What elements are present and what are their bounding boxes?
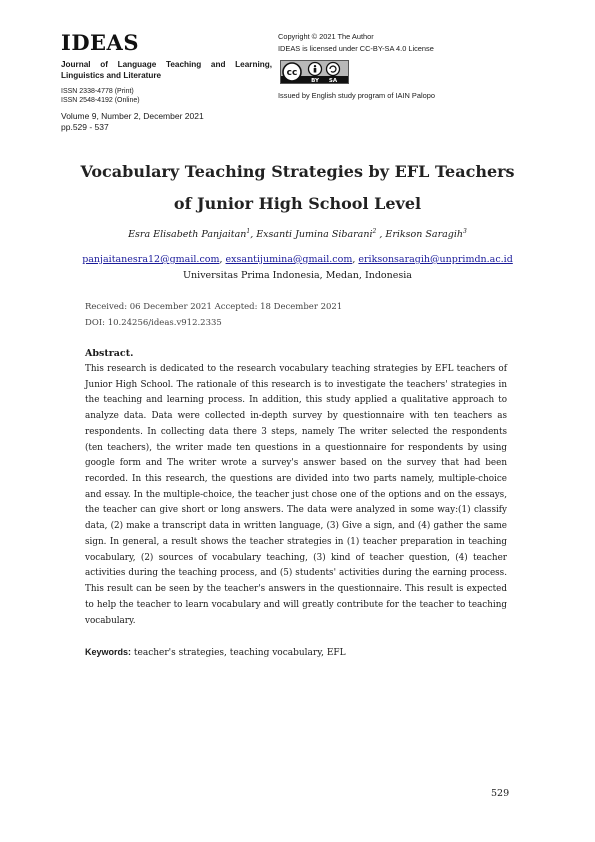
email-link[interactable]: eriksonsaragih@unprimdn.ac.id	[358, 254, 513, 265]
issuer-notice: Issued by English study program of IAIN Palopo	[278, 91, 435, 100]
author-mark: 3	[463, 228, 467, 235]
issn-print: ISSN 2338-4778 (Print)	[61, 88, 134, 95]
sa-label: SA	[328, 78, 338, 83]
cc-by-sa-badge-icon[interactable]	[280, 60, 349, 84]
abstract-body: This research is dedicated to the research vocabulary teaching strategies by EFL teachers of Junior High School. The rationale of this research is to investigate the teachers' strategies in the teaching and learning process. In addition, this study applied a qualitative approach to analyze data. Data were collected in-depth survey by questionnaire with ten teachers as respondents. In collecting data there 3 steps, namely The writer selected the respondents (ten teachers), the writer made ten questions in a questionnaire for respondents by using google form and The writer wrote a survey's answer based on the survey that had been recorded. In this research, the questions are divided into two parts namely, multiple-choice and essay. In the multiple-choice, the teacher just chose one of the options and on the essays, the teacher can give short or long answers. The data were analyzed in some way:(1) classify data, (2) make a transcript data in written language, (3) Give a sign, and (4) gather the same sign. In general, a result shows the teacher strategies in (1) teacher preparation in teaching vocabulary, (2) sources of vocabulary teaching, (3) kind of teacher question, (4) teacher activities during the teaching process, and (5) students' activities during the earning process. This result can be seen by the teacher's answers in the questionnaire. This result is expected to help the teacher to learn vocabulary and will greatly contribute for the teacher to teaching vocabulary.	[85, 364, 507, 626]
keywords-label: Keywords:	[85, 647, 132, 657]
by-label: BY	[311, 78, 319, 83]
volume-info: Volume 9, Number 2, December 2021	[61, 111, 204, 121]
keywords-list: teacher's strategies, teaching vocabulary, EFL	[133, 648, 346, 658]
article-title-line-2: of Junior High School Level	[173, 194, 422, 213]
journal-brand: IDEAS	[61, 30, 139, 55]
cc-badge-graphic	[281, 61, 348, 83]
email-link[interactable]: exsantijumina@gmail.com	[225, 254, 353, 265]
license-notice: IDEAS is licensed under CC-BY-SA 4.0 License	[278, 44, 434, 53]
abstract-heading: Abstract.	[85, 348, 134, 359]
page-number: 529	[491, 788, 510, 799]
keywords	[85, 647, 346, 658]
page-range: pp.529 - 537	[61, 122, 109, 132]
email-link[interactable]: panjaitanesra12@gmail.com	[82, 254, 220, 265]
affiliation: Universitas Prima Indonesia, Medan, Indonesia	[183, 270, 412, 281]
copyright-notice: Copyright © 2021 The Author	[278, 32, 374, 41]
author-name: Esra Elisabeth Panjaitan	[128, 229, 247, 241]
author-name: Exsanti Jumina Sibarani	[256, 229, 373, 241]
author-mark: 2	[372, 228, 377, 235]
article-title-line-1: Vocabulary Teaching Strategies by EFL Teachers	[80, 162, 515, 181]
received-accepted-dates: Received: 06 December 2021 Accepted: 18 December 2021	[85, 302, 343, 312]
doi: DOI: 10.24256/ideas.v912.2335	[85, 318, 222, 328]
author-name: Erikson Saragih	[385, 229, 464, 241]
journal-name: Journal of Language Teaching and Learning, Linguistics and Literature	[61, 60, 272, 80]
author-list: Esra Elisabeth Panjaitan$^1$, Exsanti Jumina Sibarani$^2$ , Erikson Saragih$^3$	[128, 228, 467, 241]
author-emails: panjaitanesra12@gmail.com, exsantijumina@gmail.com, eriksonsaragih@unprimdn.ac.id	[82, 254, 513, 265]
issn-online: ISSN 2548-4192 (Online)	[61, 97, 140, 104]
cc-label: cc	[286, 68, 298, 79]
author-mark: 1	[246, 228, 251, 235]
